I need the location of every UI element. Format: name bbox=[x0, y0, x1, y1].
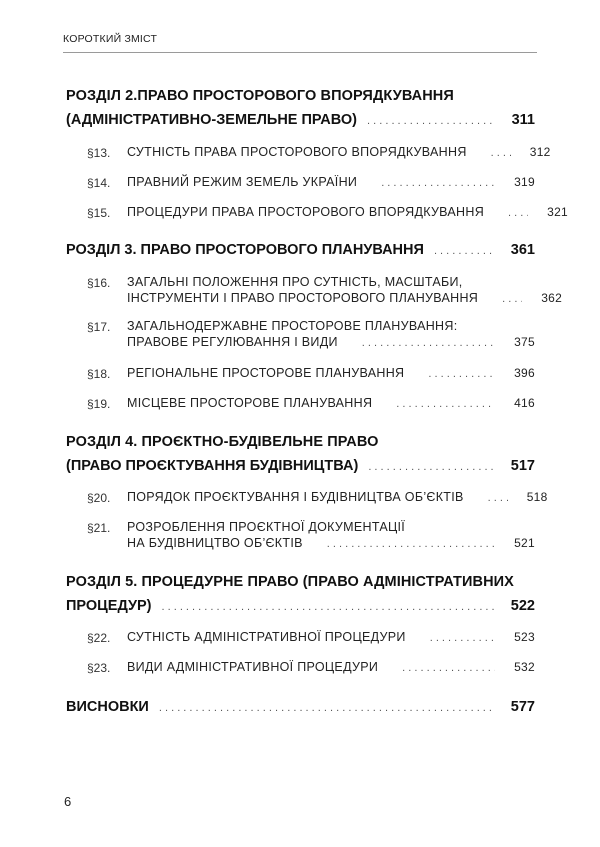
conclusions-title: ВИСНОВКИ bbox=[66, 699, 149, 715]
dot-leader bbox=[430, 632, 495, 644]
item-21-number: §21. bbox=[87, 521, 111, 535]
item-17-number: §17. bbox=[87, 320, 111, 334]
dot-leader bbox=[381, 177, 495, 189]
item-14-entry[interactable] bbox=[127, 175, 535, 189]
section-4-page: 517 bbox=[510, 458, 535, 474]
item-18-number: §18. bbox=[87, 367, 111, 381]
conclusions-page: 577 bbox=[510, 699, 535, 715]
dot-leader bbox=[159, 702, 495, 714]
item-21-page: 521 bbox=[514, 536, 535, 550]
dot-leader bbox=[161, 601, 495, 613]
item-18-title: РЕГІОНАЛЬНЕ ПРОСТОРОВЕ ПЛАНУВАННЯ bbox=[127, 366, 405, 380]
running-header: КОРОТКИЙ ЗМІСТ bbox=[63, 33, 158, 45]
item-13-title: СУТНІСТЬ ПРАВА ПРОСТОРОВОГО ВПОРЯДКУВАННЯ bbox=[127, 145, 467, 159]
item-19-title: МІСЦЕВЕ ПРОСТОРОВЕ ПЛАНУВАННЯ bbox=[127, 396, 373, 410]
section-5-entry[interactable] bbox=[66, 598, 535, 614]
dot-leader bbox=[428, 368, 495, 380]
section-2-page: 311 bbox=[511, 112, 535, 128]
section-2-title: РОЗДІЛ 2.ПРАВО ПРОСТОРОВОГО ВПОРЯДКУВАННЯ bbox=[66, 88, 454, 104]
conclusions-entry[interactable] bbox=[66, 699, 535, 715]
dot-leader bbox=[327, 538, 495, 550]
item-13-entry[interactable] bbox=[127, 145, 551, 159]
section-5-subtitle: ПРОЦЕДУР) bbox=[66, 598, 152, 614]
item-22-number: §22. bbox=[87, 631, 111, 645]
dot-leader bbox=[434, 245, 495, 257]
dot-leader bbox=[396, 398, 495, 410]
section-5-page: 522 bbox=[510, 598, 535, 614]
section-3-title: РОЗДІЛ 3. ПРАВО ПРОСТОРОВОГО ПЛАНУВАННЯ bbox=[66, 242, 424, 258]
item-17-entry[interactable] bbox=[127, 335, 535, 349]
item-20-page: 518 bbox=[526, 490, 548, 504]
section-5-title: РОЗДІЛ 5. ПРОЦЕДУРНЕ ПРАВО (ПРАВО АДМІНІСТРАТИВНИХ bbox=[66, 574, 514, 590]
item-17-title-line1: ЗАГАЛЬНОДЕРЖАВНЕ ПРОСТОРОВЕ ПЛАНУВАННЯ: bbox=[127, 319, 458, 333]
item-14-number: §14. bbox=[87, 176, 111, 190]
item-13-number: §13. bbox=[87, 146, 111, 160]
item-17-page: 375 bbox=[514, 335, 535, 349]
item-19-entry[interactable] bbox=[127, 396, 535, 410]
dot-leader bbox=[367, 115, 495, 127]
item-15-title: ПРОЦЕДУРИ ПРАВА ПРОСТОРОВОГО ВПОРЯДКУВАННЯ bbox=[127, 205, 485, 219]
item-23-title: ВИДИ АДМІНІСТРАТИВНОЇ ПРОЦЕДУРИ bbox=[127, 660, 379, 674]
item-21-entry[interactable] bbox=[127, 536, 535, 550]
section-4-entry[interactable] bbox=[66, 458, 535, 474]
item-23-number: §23. bbox=[87, 661, 111, 675]
dot-leader bbox=[502, 293, 522, 305]
item-22-entry[interactable] bbox=[127, 630, 535, 644]
item-21-title-line1: РОЗРОБЛЕННЯ ПРОЄКТНОЇ ДОКУМЕНТАЦІЇ bbox=[127, 520, 406, 534]
item-20-entry[interactable] bbox=[127, 490, 548, 504]
item-16-number: §16. bbox=[87, 276, 111, 290]
section-3-page: 361 bbox=[510, 242, 535, 258]
item-19-page: 416 bbox=[514, 396, 535, 410]
section-4-title: РОЗДІЛ 4. ПРОЄКТНО-БУДІВЕЛЬНЕ ПРАВО bbox=[66, 434, 379, 450]
section-3-entry[interactable] bbox=[66, 242, 535, 258]
dot-leader bbox=[362, 337, 495, 349]
item-13-page: 312 bbox=[529, 145, 551, 159]
item-15-entry[interactable] bbox=[127, 205, 569, 219]
item-22-title: СУТНІСТЬ АДМІНІСТРАТИВНОЇ ПРОЦЕДУРИ bbox=[127, 630, 406, 644]
item-22-page: 523 bbox=[514, 630, 535, 644]
item-16-title-line2: ІНСТРУМЕНТИ І ПРАВО ПРОСТОРОВОГО ПЛАНУВАННЯ bbox=[127, 291, 479, 305]
dot-leader bbox=[508, 207, 528, 219]
item-14-page: 319 bbox=[514, 175, 535, 189]
item-20-number: §20. bbox=[87, 491, 111, 505]
item-19-number: §19. bbox=[87, 397, 111, 411]
dot-leader bbox=[488, 492, 508, 504]
item-20-title: ПОРЯДОК ПРОЄКТУВАННЯ І БУДІВНИЦТВА ОБ’ЄКТІВ bbox=[127, 490, 464, 504]
item-21-title-line2: НА БУДІВНИЦТВО ОБ’ЄКТІВ bbox=[127, 536, 303, 550]
item-23-page: 532 bbox=[514, 660, 535, 674]
dot-leader bbox=[402, 662, 495, 674]
section-2-subtitle: (АДМІНІСТРАТИВНО-ЗЕМЕЛЬНЕ ПРАВО) bbox=[66, 112, 357, 128]
item-16-page: 362 bbox=[541, 291, 563, 305]
dot-leader bbox=[491, 147, 511, 159]
item-14-title: ПРАВНИЙ РЕЖИМ ЗЕМЕЛЬ УКРАЇНИ bbox=[127, 175, 358, 189]
item-23-entry[interactable] bbox=[127, 660, 535, 674]
section-2-entry[interactable] bbox=[66, 112, 535, 128]
item-18-page: 396 bbox=[514, 366, 535, 380]
item-17-title-line2: ПРАВОВЕ РЕГУЛЮВАННЯ І ВИДИ bbox=[127, 335, 338, 349]
item-16-entry[interactable] bbox=[127, 291, 563, 305]
item-16-title-line1: ЗАГАЛЬНІ ПОЛОЖЕННЯ ПРО СУТНІСТЬ, МАСШТАБИ, bbox=[127, 275, 463, 289]
header-rule bbox=[63, 52, 537, 53]
item-15-page: 321 bbox=[547, 205, 569, 219]
item-15-number: §15. bbox=[87, 206, 111, 220]
dot-leader bbox=[368, 461, 495, 473]
item-18-entry[interactable] bbox=[127, 366, 535, 380]
section-4-subtitle: (ПРАВО ПРОЄКТУВАННЯ БУДІВНИЦТВА) bbox=[66, 458, 359, 474]
page-number: 6 bbox=[64, 794, 72, 809]
